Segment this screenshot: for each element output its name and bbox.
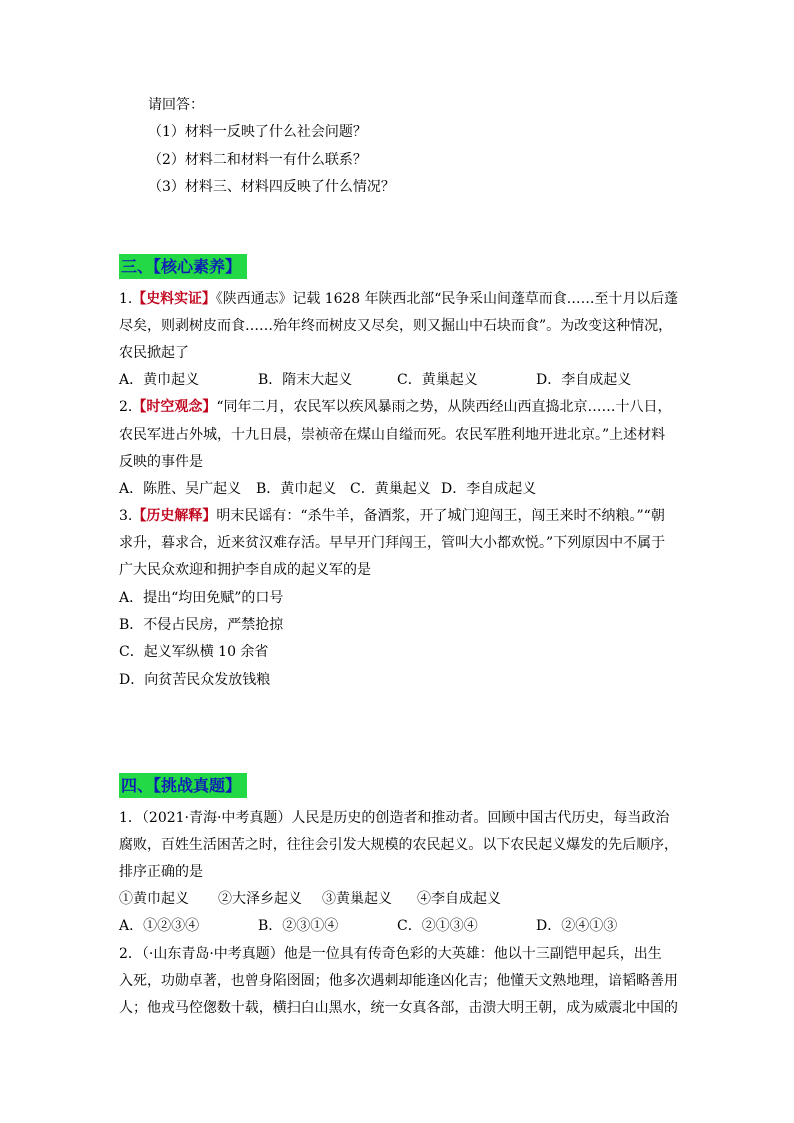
s4-q1-option-a: A．①②③④ [119,918,200,934]
s3-q3-option-c: C．起义军纵横 10 余省 [119,644,269,660]
s4-q1-item-1: ①黄巾起义 [119,891,189,907]
s4-q1-item-4: ④李自成起义 [417,891,501,907]
answer-question-3: （3）材料三、材料四反映了什么情况？ [148,179,395,195]
s3-q1-option-d: D．李自成起义 [536,372,632,388]
s3-q2-option-d: D．李自成起义 [441,481,537,497]
s4-q1-line1: 1．（2021·青海·中考真题）人民是历史的创造者和推动者。回顾中国古代历史，每当政治 [119,810,670,826]
s3-q1-option-c: C．黄巢起义 [397,372,478,388]
s3-q3-option-a: A．提出“均田免赋”的口号 [119,590,284,606]
s3-q3-line2: 求升，暮求合，近来贫汉难存活。早早开门拜闯王，管叫大小都欢悦。”下列原因中不属于 [119,535,666,551]
s4-q1-line2: 腐败，百姓生活困苦之时，往往会引发大规模的农民起义。以下农民起义爆发的先后顺序， [119,837,678,853]
s4-q1-item-2: ②大泽乡起义 [218,891,302,907]
s3-q2-option-a: A．陈胜、吴广起义 [119,481,242,497]
s3-q3-line1 [119,506,665,526]
s3-q2-line2: 农民军进占外城，十九日晨，崇祯帝在煤山自缢而死。农民军胜利地开进北京。”上述材料 [119,427,666,443]
s3-q1-tag: 【史料实证】 [132,291,216,307]
answer-prompt: 请回答： [148,97,204,113]
s3-q2-option-b: B．黄巾起义 [256,481,337,497]
s3-q2-tag: 【时空观念】 [132,399,217,415]
s3-q3-text1: 明末民谣有：“杀牛羊，备酒浆，开了城门迎闯王，闯王来时不纳粮。”“朝 [216,508,665,524]
s3-q3-tag: 【历史解释】 [132,508,217,524]
s4-q1-option-d: D．②④①③ [536,918,618,934]
s3-q2-option-c: C．黄巢起义 [350,481,431,497]
s3-q1-text1: 《陕西通志》记载 1628 年陕西北部“民争采山间蓬草而食……至十月以后蓬 [215,291,679,307]
s3-q2-text1: “同年二月，农民军以疾风暴雨之势，从陕西经山西直捣北京……十八日， [216,399,672,415]
section-3-heading: 三、【核心素养】 [119,254,247,279]
s4-q2-line2: 入死，功勋卓著，也曾身陷囹圄；他多次遇刺却能逢凶化吉；他懂天文熟地理，谙韬略善用 [119,973,678,989]
s3-q3-line3: 广大民众欢迎和拥护李自成的起义军的是 [119,562,371,578]
s3-q1-line2: 尽矣，则剥树皮而食……殆年终而树皮又尽矣，则又掘山中石块而食”。为改变这种情况， [119,318,673,334]
s3-q1-line1 [119,289,678,309]
s4-q1-item-3: ③黄巢起义 [322,891,392,907]
s4-q1-line3: 排序正确的是 [119,864,203,880]
s3-q3-option-d: D．向贫苦民众发放钱粮 [119,672,271,688]
section-4-heading: 四、【挑战真题】 [119,773,247,798]
s4-q2-line1: 2．（·山东青岛·中考真题）他是一位具有传奇色彩的大英雄：他以十三副铠甲起兵，出生 [119,946,662,962]
s3-q2-line1 [119,397,672,417]
s3-q2-line3: 反映的事件是 [119,454,203,470]
s4-q1-option-c: C．②①③④ [397,918,478,934]
s4-q2-line3: 人；他戎马倥偬数十载，横扫白山黑水，统一女真各部，击溃大明王朝，成为威震北中国的 [119,1000,678,1016]
s3-q3-option-b: B．不侵占民房，严禁抢掠 [119,617,284,633]
s3-q3-number: 3. [119,508,133,524]
answer-question-2: （2）材料二和材料一有什么联系？ [148,152,367,168]
s3-q1-line3: 农民掀起了 [119,345,189,361]
s3-q1-option-a: A．黄巾起义 [119,372,200,388]
s3-q2-number: 2. [119,399,133,415]
s4-q1-option-b: B．②③①④ [258,918,339,934]
s3-q1-option-b: B．隋末大起义 [258,372,353,388]
answer-question-1: （1）材料一反映了什么社会问题？ [148,124,367,140]
s3-q1-number: 1. [119,291,133,307]
